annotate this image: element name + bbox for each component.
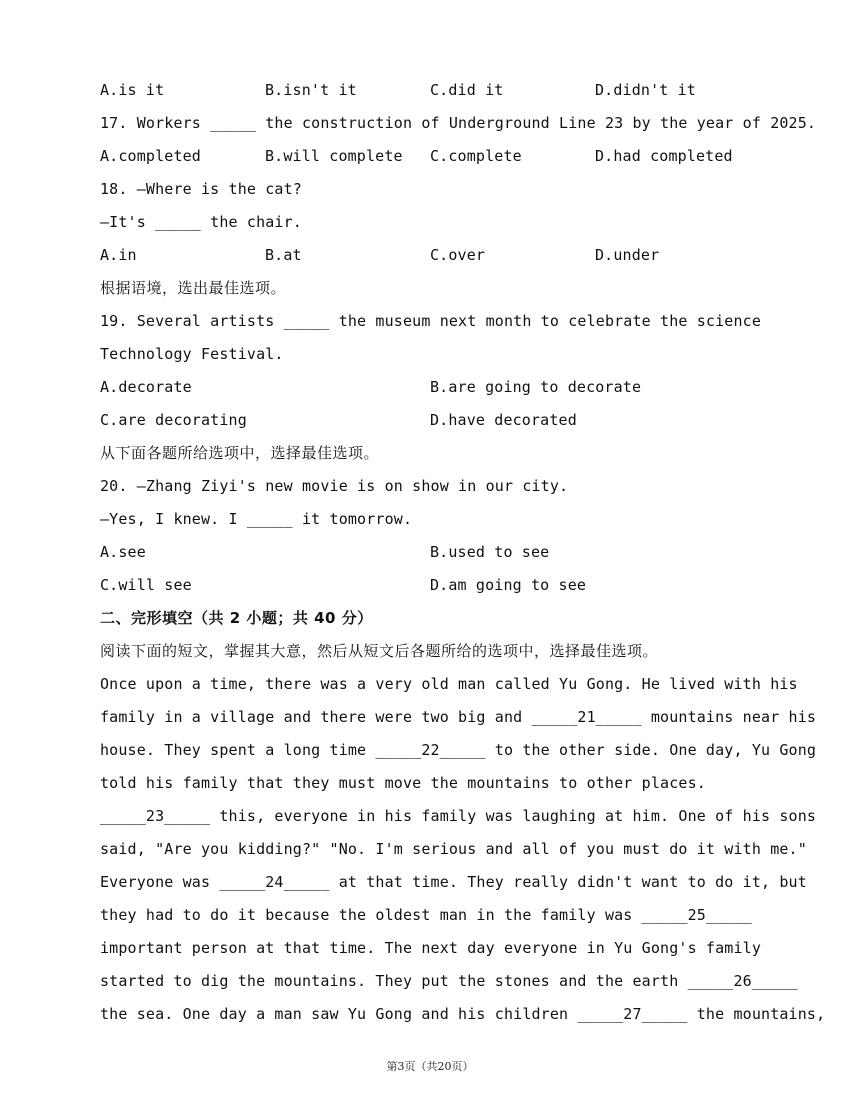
passage-line: important person at that time. The next day everyone in Yu Gong's family bbox=[100, 939, 762, 957]
q20-reply: —Yes, I knew. I _____ it tomorrow. bbox=[100, 510, 413, 528]
q16-option-c[interactable]: C.did it bbox=[430, 81, 504, 99]
exam-page bbox=[100, 74, 826, 1031]
passage-line: family in a village and there were two big and _____21_____ mountains near his bbox=[100, 708, 817, 726]
passage-line: the sea. One day a man saw Yu Gong and his children _____27_____ the mountains, bbox=[100, 1005, 826, 1023]
passage-line: said, "Are you kidding?" "No. I'm serious and all of you must do it with me." bbox=[100, 840, 807, 858]
q20-option-d[interactable]: D.am going to see bbox=[430, 576, 587, 594]
q17-option-c[interactable]: C.complete bbox=[430, 147, 522, 165]
q16-options bbox=[100, 74, 780, 107]
passage-line: they had to do it because the oldest man in the family was _____25_____ bbox=[100, 906, 752, 924]
page-footer: 第3页（共20页） bbox=[386, 1060, 474, 1073]
q20-option-b[interactable]: B.used to see bbox=[430, 543, 550, 561]
q20-stem: 20. —Zhang Ziyi's new movie is on show in our city. bbox=[100, 477, 569, 495]
passage-line: house. They spent a long time _____22_____ to the other side. One day, Yu Gong bbox=[100, 741, 817, 759]
q18-reply: —It's _____ the chair. bbox=[100, 213, 302, 231]
q20-options-row2 bbox=[100, 569, 780, 602]
passage-line: told his family that they must move the mountains to other places. bbox=[100, 774, 706, 792]
q18-option-d[interactable]: D.under bbox=[595, 246, 660, 264]
instruction-context: 根据语境，选出最佳选项。 bbox=[100, 279, 287, 297]
q16-option-a[interactable]: A.is it bbox=[100, 81, 165, 99]
q17-option-d[interactable]: D.had completed bbox=[595, 147, 733, 165]
q19-option-d[interactable]: D.have decorated bbox=[430, 411, 577, 429]
q19-options-row1 bbox=[100, 371, 780, 404]
q17-option-a[interactable]: A.completed bbox=[100, 147, 201, 165]
q20-option-a[interactable]: A.see bbox=[100, 543, 146, 561]
passage-line: Once upon a time, there was a very old man called Yu Gong. He lived with his bbox=[100, 675, 798, 693]
section-heading-cloze: 二、完形填空（共 2 小题；共 40 分） bbox=[100, 609, 373, 627]
q19-stem-line2: Technology Festival. bbox=[100, 345, 284, 363]
passage-line: Everyone was _____24_____ at that time. They really didn't want to do it, but bbox=[100, 873, 807, 891]
q17-stem: 17. Workers _____ the construction of Underground Line 23 by the year of 2025. bbox=[100, 114, 817, 132]
cloze-passage bbox=[100, 668, 826, 1031]
q20-option-c[interactable]: C.will see bbox=[100, 576, 192, 594]
q19-option-c[interactable]: C.are decorating bbox=[100, 411, 247, 429]
q16-option-b[interactable]: B.isn't it bbox=[265, 81, 357, 99]
q19-stem-line1: 19. Several artists _____ the museum next month to celebrate the science bbox=[100, 312, 762, 330]
q17-options bbox=[100, 140, 780, 173]
q18-options bbox=[100, 239, 780, 272]
q19-option-a[interactable]: A.decorate bbox=[100, 378, 192, 396]
q20-options-row1 bbox=[100, 536, 780, 569]
q19-options-row2 bbox=[100, 404, 780, 437]
q18-option-b[interactable]: B.at bbox=[265, 246, 302, 264]
section-instruction-cloze: 阅读下面的短文，掌握其大意，然后从短文后各题所给的选项中，选择最佳选项。 bbox=[100, 642, 659, 660]
instruction-choose: 从下面各题所给选项中，选择最佳选项。 bbox=[100, 444, 380, 462]
q18-option-a[interactable]: A.in bbox=[100, 246, 137, 264]
q18-option-c[interactable]: C.over bbox=[430, 246, 486, 264]
passage-line: _____23_____ this, everyone in his family was laughing at him. One of his sons bbox=[100, 807, 817, 825]
q16-option-d[interactable]: D.didn't it bbox=[595, 81, 696, 99]
q19-option-b[interactable]: B.are going to decorate bbox=[430, 378, 642, 396]
passage-line: started to dig the mountains. They put the stones and the earth _____26_____ bbox=[100, 972, 798, 990]
q17-option-b[interactable]: B.will complete bbox=[265, 147, 403, 165]
q18-stem: 18. —Where is the cat? bbox=[100, 180, 302, 198]
